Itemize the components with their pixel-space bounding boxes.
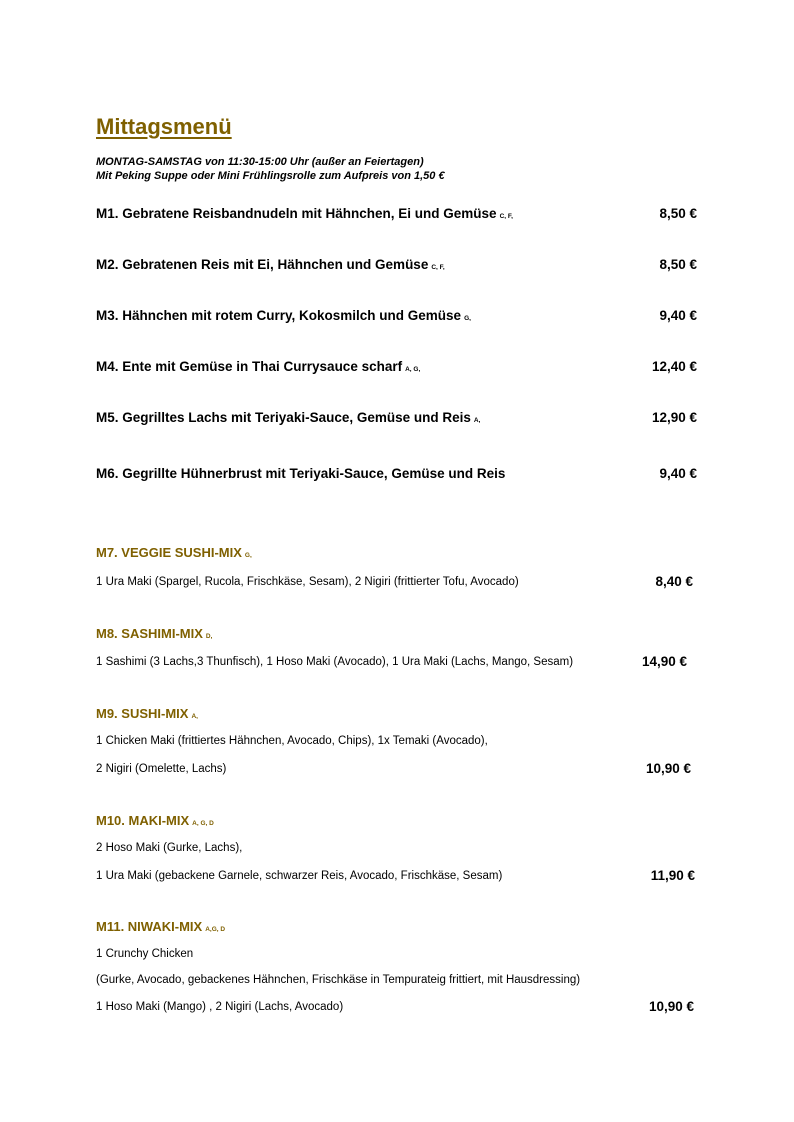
allergen-codes: C, F, — [499, 213, 513, 220]
sushi-item-description: 1 Ura Maki (gebackene Garnele, schwarzer Reis, Avocado, Frischkäse, Sesam) — [96, 870, 503, 882]
allergen-codes: C, F, — [431, 264, 445, 271]
sushi-item-description: 1 Chicken Maki (frittiertes Hähnchen, Avocado, Chips), 1x Temaki (Avocado), — [96, 735, 488, 747]
allergen-codes: A, — [191, 713, 198, 720]
menu-item-price: 12,40 € — [651, 359, 697, 374]
menu-item-name: M2. Gebratenen Reis mit Ei, Hähnchen und Gemüse C, F, — [96, 257, 445, 272]
sushi-item-price: 10,90 € — [645, 761, 691, 776]
sushi-item-title: M9. SUSHI-MIX A, — [96, 706, 198, 721]
menu-item-name: M1. Gebratene Reisbandnudeln mit Hähnchen, Ei und Gemüse C, F, — [96, 206, 513, 221]
page-title: Mittagsmenü — [96, 114, 232, 139]
allergen-codes: A,G, D — [205, 926, 226, 933]
sushi-item-title: M7. VEGGIE SUSHI-MIX G, — [96, 545, 252, 560]
menu-item-price: 8,50 € — [659, 257, 697, 272]
menu-item-price: 9,40 € — [659, 308, 697, 323]
opening-hours-text: MONTAG-SAMSTAG von 11:30-15:00 Uhr (außer an Feiertagen) — [96, 156, 424, 168]
menu-item-name: M3. Hähnchen mit rotem Curry, Kokosmilch und Gemüse G, — [96, 308, 471, 323]
sushi-item-description: 2 Nigiri (Omelette, Lachs) — [96, 763, 227, 775]
sushi-item-price: 10,90 € — [648, 999, 694, 1014]
sushi-item-description: (Gurke, Avocado, gebackenes Hähnchen, Frischkäse in Tempurateig frittiert, mit Hausdressing) — [96, 974, 581, 986]
sushi-item-title: M11. NIWAKI-MIX A,G, D — [96, 919, 226, 934]
allergen-codes: A, G, — [405, 366, 421, 373]
sushi-item-description: 2 Hoso Maki (Gurke, Lachs), — [96, 842, 243, 854]
allergen-codes: A, G, D — [192, 820, 214, 827]
menu-item-price: 8,50 € — [659, 206, 697, 221]
menu-item-price: 12,90 € — [651, 410, 697, 425]
allergen-codes: G, — [244, 552, 252, 559]
sushi-item-description: 1 Ura Maki (Spargel, Rucola, Frischkäse, Sesam), 2 Nigiri (frittierter Tofu, Avocado) — [96, 576, 519, 588]
soup-addon-text: Mit Peking Suppe oder Mini Frühlingsrolle zum Aufpreis von 1,50 € — [96, 170, 445, 182]
allergen-codes: A, — [473, 417, 481, 424]
sushi-item-description: 1 Hoso Maki (Mango) , 2 Nigiri (Lachs, Avocado) — [96, 1001, 344, 1013]
menu-item-name: M6. Gegrillte Hühnerbrust mit Teriyaki-Sauce, Gemüse und Reis — [96, 466, 506, 481]
sushi-item-title: M8. SASHIMI-MIX D, — [96, 626, 213, 641]
menu-item-name: M5. Gegrilltes Lachs mit Teriyaki-Sauce, Gemüse und Reis A, — [96, 410, 481, 425]
sushi-item-price: 11,90 € — [650, 868, 695, 883]
allergen-codes: D, — [205, 633, 213, 640]
sushi-item-price: 8,40 € — [655, 574, 693, 589]
allergen-codes: G, — [464, 315, 471, 322]
menu-item-name: M4. Ente mit Gemüse in Thai Currysauce scharf A, G, — [96, 359, 421, 374]
menu-item-price: 9,40 € — [659, 466, 697, 481]
sushi-item-description: 1 Crunchy Chicken — [96, 948, 194, 960]
sushi-item-description: 1 Sashimi (3 Lachs,3 Thunfisch), 1 Hoso Maki (Avocado), 1 Ura Maki (Lachs, Mango, Sesam) — [96, 656, 574, 668]
sushi-item-price: 14,90 € — [641, 654, 687, 669]
sushi-item-title: M10. MAKI-MIX A, G, D — [96, 813, 214, 828]
